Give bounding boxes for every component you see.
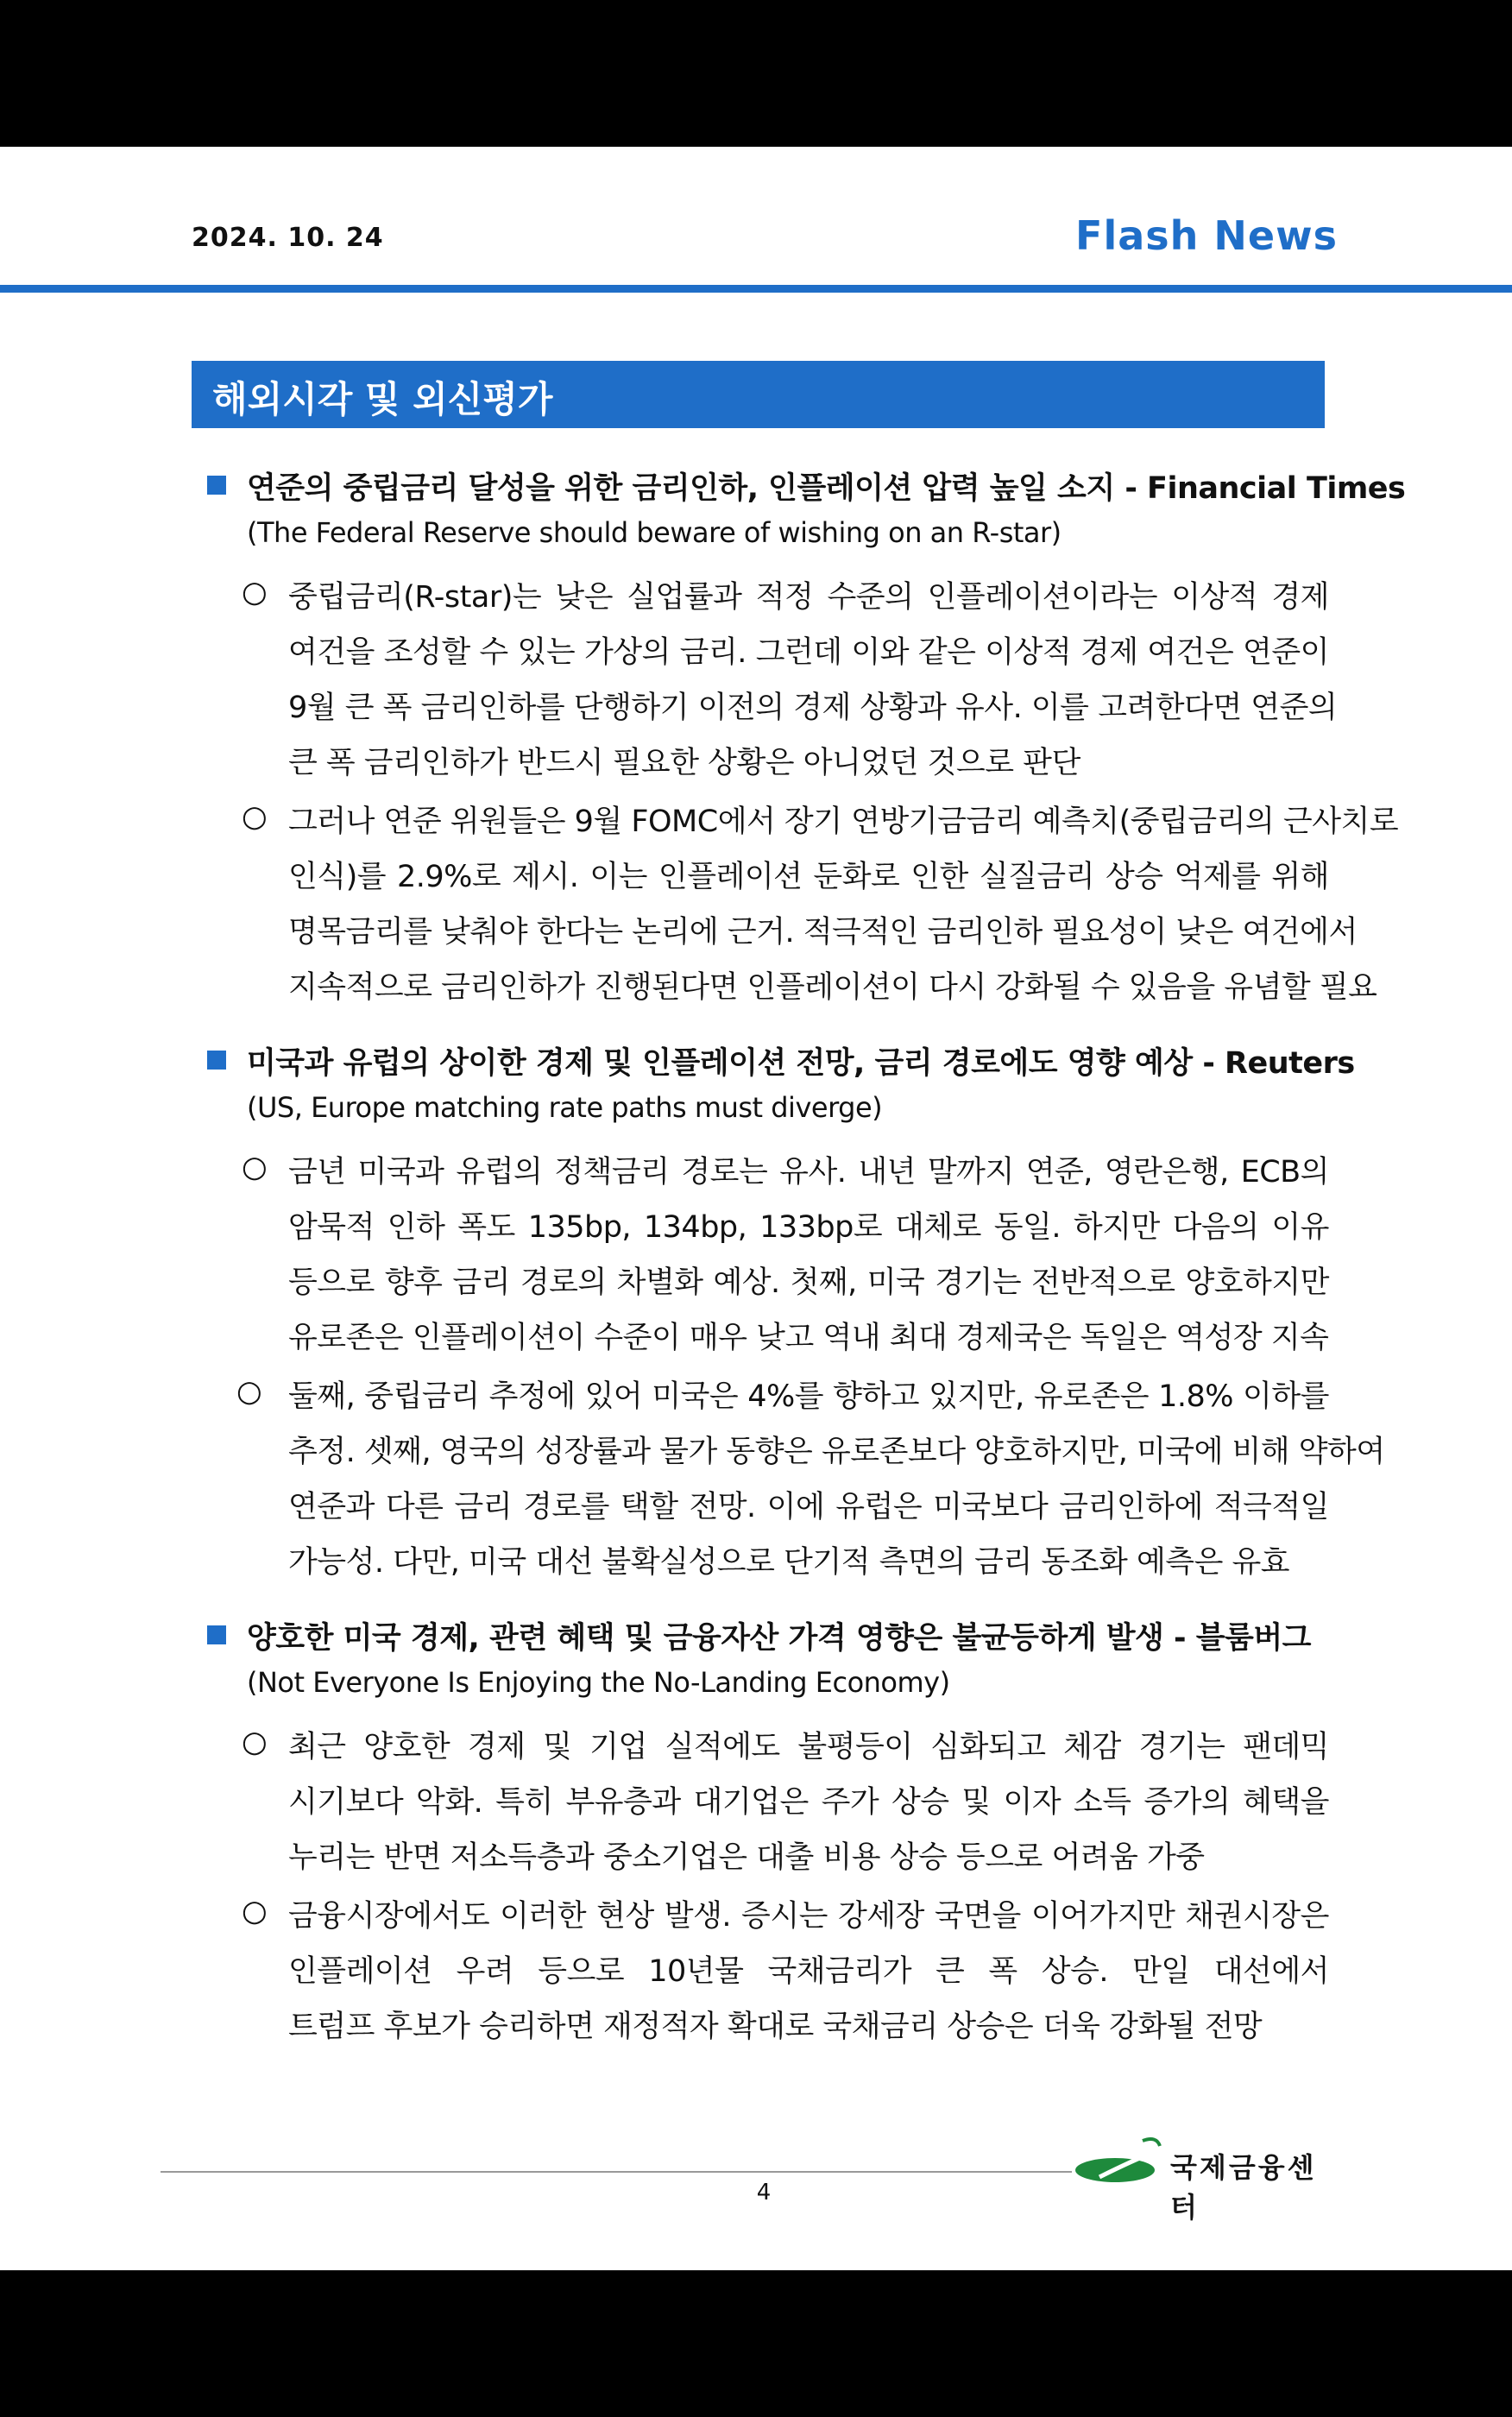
circle-bullet-icon: ○ <box>242 575 268 609</box>
org-name: 국제금융센터 <box>1170 2151 1317 2224</box>
paragraph-line: 지속적으로 금리인하가 진행된다면 인플레이션이 다시 강화될 수 있음을 유념할 필요 <box>288 970 1377 1005</box>
paragraph-line: 등으로 향후 금리 경로의 차별화 예상. 첫째, 미국 경기는 전반적으로 양호하지만 <box>288 1265 1329 1300</box>
circle-bullet-icon: ○ <box>242 799 268 834</box>
document-page <box>0 147 1512 2270</box>
paragraph-line: 누리는 반면 저소득층과 중소기업은 대출 비용 상승 등으로 어려움 가중 <box>288 1840 1205 1875</box>
report-date: 2024. 10. 24 <box>192 223 384 253</box>
banner-title: 해외시각 및 외신평가 <box>212 378 553 420</box>
paragraph-line: 명목금리를 낮춰야 한다는 논리에 근거. 적극적인 금리인하 필요성이 낮은 여건에서 <box>288 915 1358 950</box>
circle-bullet-icon: ○ <box>242 1894 268 1928</box>
paragraph-line: 트럼프 후보가 승리하면 재정적자 확대로 국채금리 상승은 더욱 강화될 전망 <box>288 2010 1263 2044</box>
paragraph-line: 금년 미국과 유럽의 정책금리 경로는 유사. 내년 말까지 연준, 영란은행, ECB의 <box>288 1155 1329 1190</box>
paragraph-line: 시기보다 악화. 특히 부유층과 대기업은 주가 상승 및 이자 소득 증가의 혜택을 <box>288 1785 1329 1820</box>
header-divider <box>0 285 1512 293</box>
section-title: 미국과 유럽의 상이한 경제 및 인플레이션 전망, 금리 경로에도 영향 예상 - Reuters <box>207 1039 1346 1082</box>
section-banner <box>192 361 1325 428</box>
brand-title: Flash News <box>1075 212 1338 259</box>
section-title: 연준의 중립금리 달성을 위한 금리인하, 인플레이션 압력 높일 소지 - Financial Times <box>207 464 1346 508</box>
circle-bullet-icon: ○ <box>242 1725 268 1759</box>
paragraph-line: 가능성. 다만, 미국 대선 불확실성으로 단기적 측면의 금리 동조화 예측은 유효 <box>288 1545 1290 1580</box>
paragraph-line: 유로존은 인플레이션이 수준이 매우 낮고 역내 최대 경제국은 독일은 역성장 지속 <box>288 1321 1329 1355</box>
paragraph-line: 인플레이션 우려 등으로 10년물 국채금리가 큰 폭 상승. 만일 대선에서 <box>288 1954 1329 1989</box>
section-subtitle: (The Federal Reserve should beware of wishing on an R-star) <box>247 516 1062 549</box>
circle-bullet-icon: ○ <box>236 1374 262 1409</box>
org-logo-icon <box>1074 2134 1169 2189</box>
square-bullet-icon <box>207 1625 226 1644</box>
paragraph-line: 추정. 셋째, 영국의 성장률과 물가 동향은 유로존보다 양호하지만, 미국에 비해 약하여 <box>288 1435 1385 1469</box>
paragraph-line: 인식)를 2.9%로 제시. 이는 인플레이션 둔화로 인한 실질금리 상승 억제를 위해 <box>288 860 1329 894</box>
section-title: 양호한 미국 경제, 관련 혜택 및 금융자산 가격 영향은 불균등하게 발생 - 블룸버그 <box>207 1614 1346 1657</box>
org-logo <box>1074 2134 1341 2224</box>
page-number: 4 <box>756 2180 772 2206</box>
footer-divider <box>161 2171 1072 2173</box>
paragraph-line: 연준과 다른 금리 경로를 택할 전망. 이에 유럽은 미국보다 금리인하에 적극적일 <box>288 1490 1329 1524</box>
section-subtitle: (Not Everyone Is Enjoying the No-Landing Economy) <box>247 1666 950 1699</box>
paragraph-line: 암묵적 인하 폭도 135bp, 134bp, 133bp로 대체로 동일. 하지만 다음의 이유 <box>288 1210 1329 1245</box>
circle-bullet-icon: ○ <box>242 1150 268 1184</box>
paragraph-line: 최근 양호한 경제 및 기업 실적에도 불평등이 심화되고 체감 경기는 팬데믹 <box>288 1730 1329 1764</box>
square-bullet-icon <box>207 1051 226 1070</box>
section-subtitle: (US, Europe matching rate paths must diverge) <box>247 1091 883 1124</box>
paragraph-line: 둘째, 중립금리 추정에 있어 미국은 4%를 향하고 있지만, 유로존은 1.8% 이하를 <box>288 1379 1329 1414</box>
paragraph-line: 여건을 조성할 수 있는 가상의 금리. 그런데 이와 같은 이상적 경제 여건은 연준이 <box>288 635 1329 670</box>
square-bullet-icon <box>207 476 226 495</box>
paragraph-line: 중립금리(R-star)는 낮은 실업률과 적정 수준의 인플레이션이라는 이상적 경제 <box>288 580 1329 615</box>
paragraph-line: 금융시장에서도 이러한 현상 발생. 증시는 강세장 국면을 이어가지만 채권시장은 <box>288 1899 1329 1934</box>
paragraph-line: 큰 폭 금리인하가 반드시 필요한 상황은 아니었던 것으로 판단 <box>288 746 1080 780</box>
paragraph-line: 9월 큰 폭 금리인하를 단행하기 이전의 경제 상황과 유사. 이를 고려한다면 연준의 <box>288 691 1338 725</box>
paragraph-line: 그러나 연준 위원들은 9월 FOMC에서 장기 연방기금금리 예측치(중립금리의 근사치로 <box>288 805 1399 839</box>
